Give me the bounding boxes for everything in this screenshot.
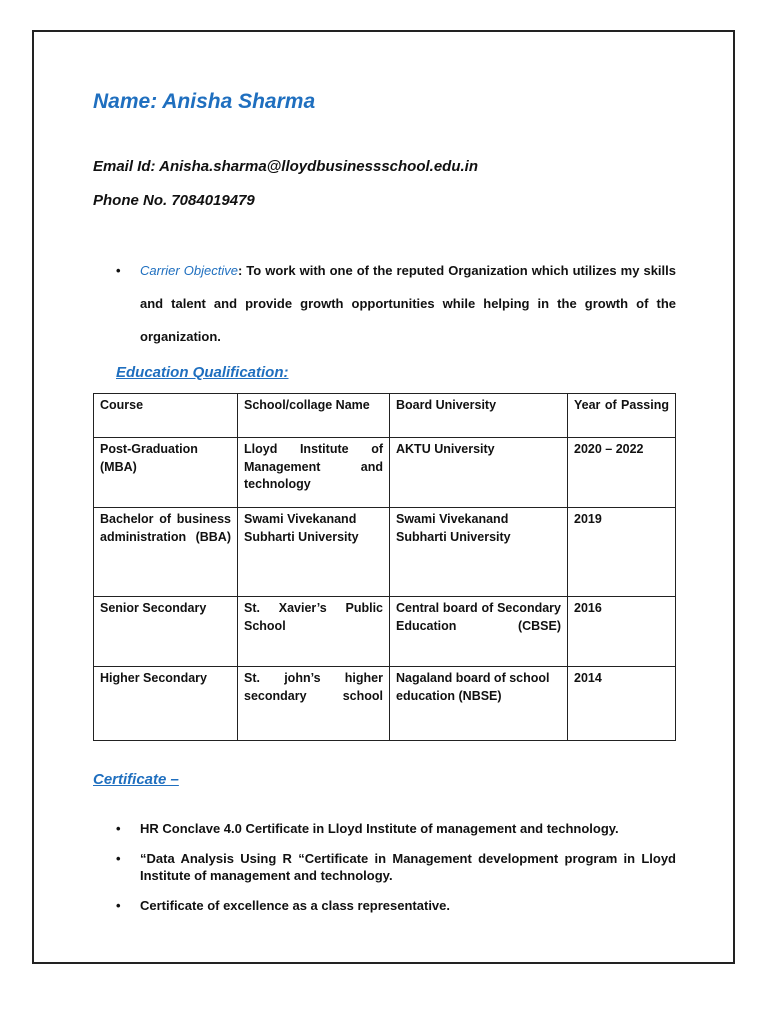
table-row	[94, 508, 676, 597]
cell-course: Higher Secondary	[94, 667, 238, 741]
objective-text-block	[140, 254, 676, 353]
cell-course: Bachelor of business administration (BBA)	[94, 508, 238, 597]
header-school: School/collage Name	[238, 394, 390, 438]
cell-school: Swami Vivekanand Subharti University	[238, 508, 390, 597]
cell-year: 2019	[568, 508, 676, 597]
cell-school: St. Xavier’s Public School	[238, 597, 390, 667]
bullet: •	[116, 821, 121, 836]
education-heading: Education Qualification:	[116, 364, 289, 381]
certificate-text: Certificate of excellence as a class representative.	[140, 897, 451, 913]
career-objective	[116, 254, 676, 353]
table-row	[94, 597, 676, 667]
bullet: •	[116, 263, 121, 278]
list-item	[116, 850, 676, 885]
objective-text: To work with one of the reputed Organization which utilizes my skills and talent and provide growth opportunities while helping in the growth of the organization.	[140, 263, 676, 344]
cell-board: AKTU University	[390, 438, 568, 508]
header-course: Course	[94, 394, 238, 438]
cell-course: Senior Secondary	[94, 597, 238, 667]
header-board: Board University	[390, 394, 568, 438]
certificate-text: HR Conclave 4.0 Certificate in Lloyd Institute of management and technology.	[140, 821, 619, 836]
objective-separator: :	[237, 263, 247, 278]
certificate-text: “Data Analysis Using R “Certificate in Management development program in Lloyd Institute of management and technology.	[140, 850, 676, 883]
cell-year: 2020 – 2022	[568, 438, 676, 508]
table-row	[94, 438, 676, 508]
header-year: Year of Passing	[568, 394, 676, 438]
table-header-row	[94, 394, 676, 438]
candidate-name: Name: Anisha Sharma	[93, 90, 316, 113]
cell-board: Central board of Secondary Education (CBSE)	[390, 597, 568, 667]
cell-school: St. john’s higher secondary school	[238, 667, 390, 741]
bullet: •	[116, 850, 121, 866]
cell-year: 2016	[568, 597, 676, 667]
cell-board: Nagaland board of school education (NBSE)	[390, 667, 568, 741]
cell-school: Lloyd Institute of Management and technology	[238, 438, 390, 508]
phone-line: Phone No. 7084019479	[93, 192, 255, 209]
list-item	[116, 820, 676, 838]
cell-board: Swami Vivekanand Subharti University	[390, 508, 568, 597]
cell-year: 2014	[568, 667, 676, 741]
cell-course: Post-Graduation (MBA)	[94, 438, 238, 508]
objective-label: Carrier Objective	[140, 263, 238, 278]
bullet: •	[116, 897, 121, 913]
email-line: Email Id: Anisha.sharma@lloydbusinessschool.edu.in	[93, 158, 478, 175]
education-table	[93, 393, 676, 741]
certificate-heading: Certificate –	[93, 771, 179, 788]
certificate-list	[116, 820, 676, 926]
table-row	[94, 667, 676, 741]
list-item	[116, 897, 676, 915]
